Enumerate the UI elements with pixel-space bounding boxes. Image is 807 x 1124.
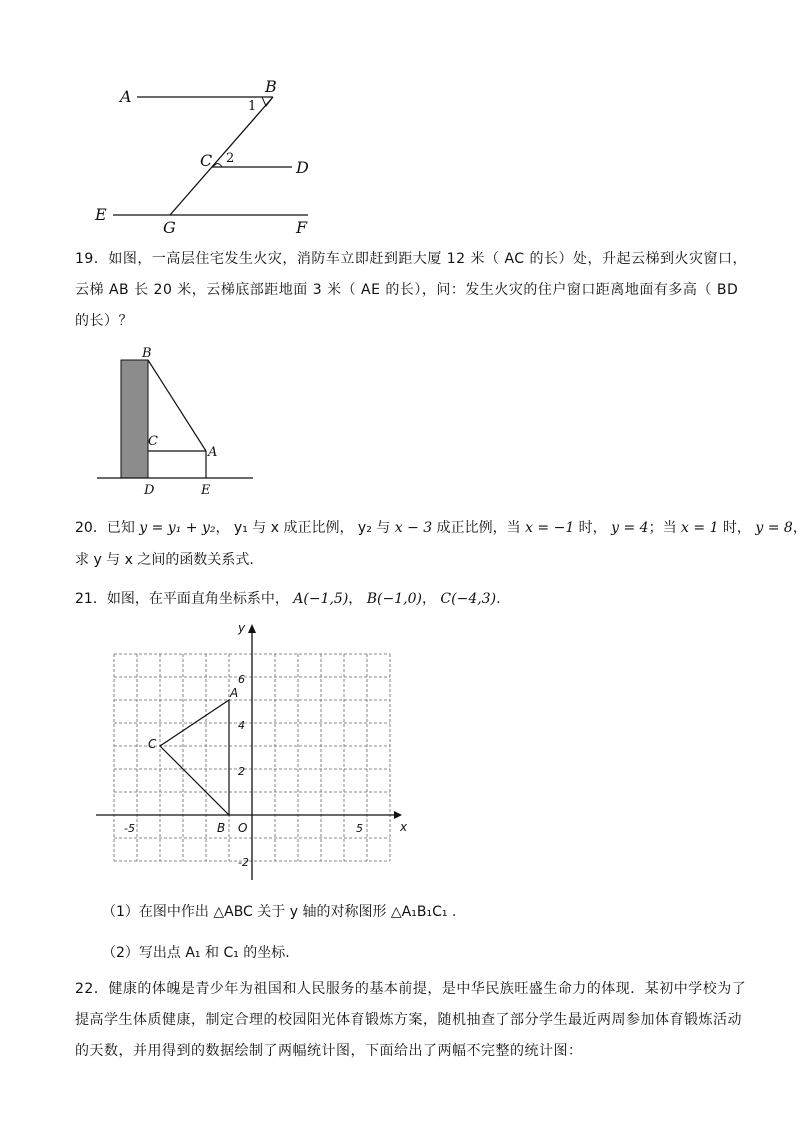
- q21-point-c: C(−4,3): [440, 591, 497, 607]
- x-tick-5: 5: [356, 822, 363, 835]
- q20-eq4: y = 4: [611, 520, 649, 536]
- q21-intro-text: 21．如图，在平面直角坐标系中，: [75, 591, 294, 607]
- q20-eq3: x = −1: [525, 520, 575, 536]
- point-label-F: F: [296, 218, 308, 237]
- q20-eq5: x = 1: [681, 520, 719, 536]
- y-tick-6: 6: [238, 673, 245, 686]
- point-label-E: E: [95, 205, 107, 224]
- q20-s2: 成正比例，当: [432, 520, 526, 536]
- q20-number: 20．已知: [75, 520, 140, 536]
- point-label-E: E: [201, 483, 211, 498]
- angle-label-2: 2: [226, 151, 235, 166]
- y-axis-label: y: [238, 621, 246, 635]
- point-label-G: G: [163, 218, 176, 237]
- point-label-C: C: [148, 434, 158, 449]
- q21-sep1: ，: [348, 591, 367, 607]
- q21-point-b: B(−1,0): [366, 591, 422, 607]
- question-21-part-1: （1）在图中作出 △ABC 关于 y 轴的对称图形 △A₁B₁C₁ .: [102, 904, 457, 920]
- question-22-text: 22．健康的体魄是青少年为祖国和人民服务的基本前提，是中华民族旺盛生命力的体现．某初中学校为了提高学生体质健康，制定合理的校园阳光体育锻炼方案，随机抽查了部分学生最近两周参加体育锻炼活动的天数，并用得到的数据绘制了两幅统计图，下面给出了两幅不完整的统计图：: [75, 981, 747, 1059]
- point-label-B: B: [265, 77, 277, 96]
- triangle-label-B: B: [217, 821, 226, 835]
- x-axis-label: x: [400, 820, 408, 834]
- point-label-C: C: [200, 151, 213, 170]
- point-label-D: D: [296, 158, 309, 177]
- q20-eq6: y = 8: [755, 520, 793, 536]
- q21-end: .: [496, 591, 501, 607]
- question-21-part-2: （2）写出点 A₁ 和 C₁ 的坐标.: [102, 945, 290, 961]
- q20-s1: ， y₁ 与 x 成正比例， y₂ 与: [215, 520, 395, 536]
- y-tick-2: 2: [238, 765, 245, 778]
- point-label-A: A: [120, 87, 132, 106]
- question-20-line-2: 求 y 与 x 之间的函数关系式.: [75, 552, 254, 568]
- q20-eq1: y = y₁ + y₂: [139, 520, 216, 536]
- triangle-label-C: C: [148, 737, 157, 751]
- q20-s3: 时，: [574, 520, 612, 536]
- triangle-abc: [160, 700, 229, 815]
- y-tick-neg2: -2: [238, 856, 249, 869]
- x-tick-neg5: -5: [124, 822, 135, 835]
- y-axis-arrow: [248, 624, 256, 633]
- q21-sep2: ，: [421, 591, 441, 607]
- q21-point-a: A(−1,5): [293, 591, 349, 607]
- origin-label: O: [238, 821, 248, 835]
- question-19-text: 19．如图，一高层住宅发生火灾，消防车立即赶到距大厦 12 米（ AC 的长）处，升起云梯到火灾窗口，云梯 AB 长 20 米，云梯底部距地面 3 米（ AE 的长），问：发生火灾的住户窗口距离地面有多高（ BD 的长）？: [75, 251, 748, 329]
- triangle-label-A: A: [230, 686, 239, 700]
- point-label-B: B: [142, 346, 152, 361]
- q20-eq2: x − 3: [394, 520, 433, 536]
- q20-s5: 时，: [718, 520, 756, 536]
- point-label-A: A: [208, 445, 218, 460]
- angle-label-1: 1: [248, 99, 257, 114]
- q20-s6: ，: [792, 520, 807, 536]
- x-axis-arrow: [394, 811, 402, 819]
- point-label-D: D: [144, 483, 155, 498]
- y-tick-4: 4: [238, 719, 245, 732]
- q20-s4: ；当: [648, 520, 682, 536]
